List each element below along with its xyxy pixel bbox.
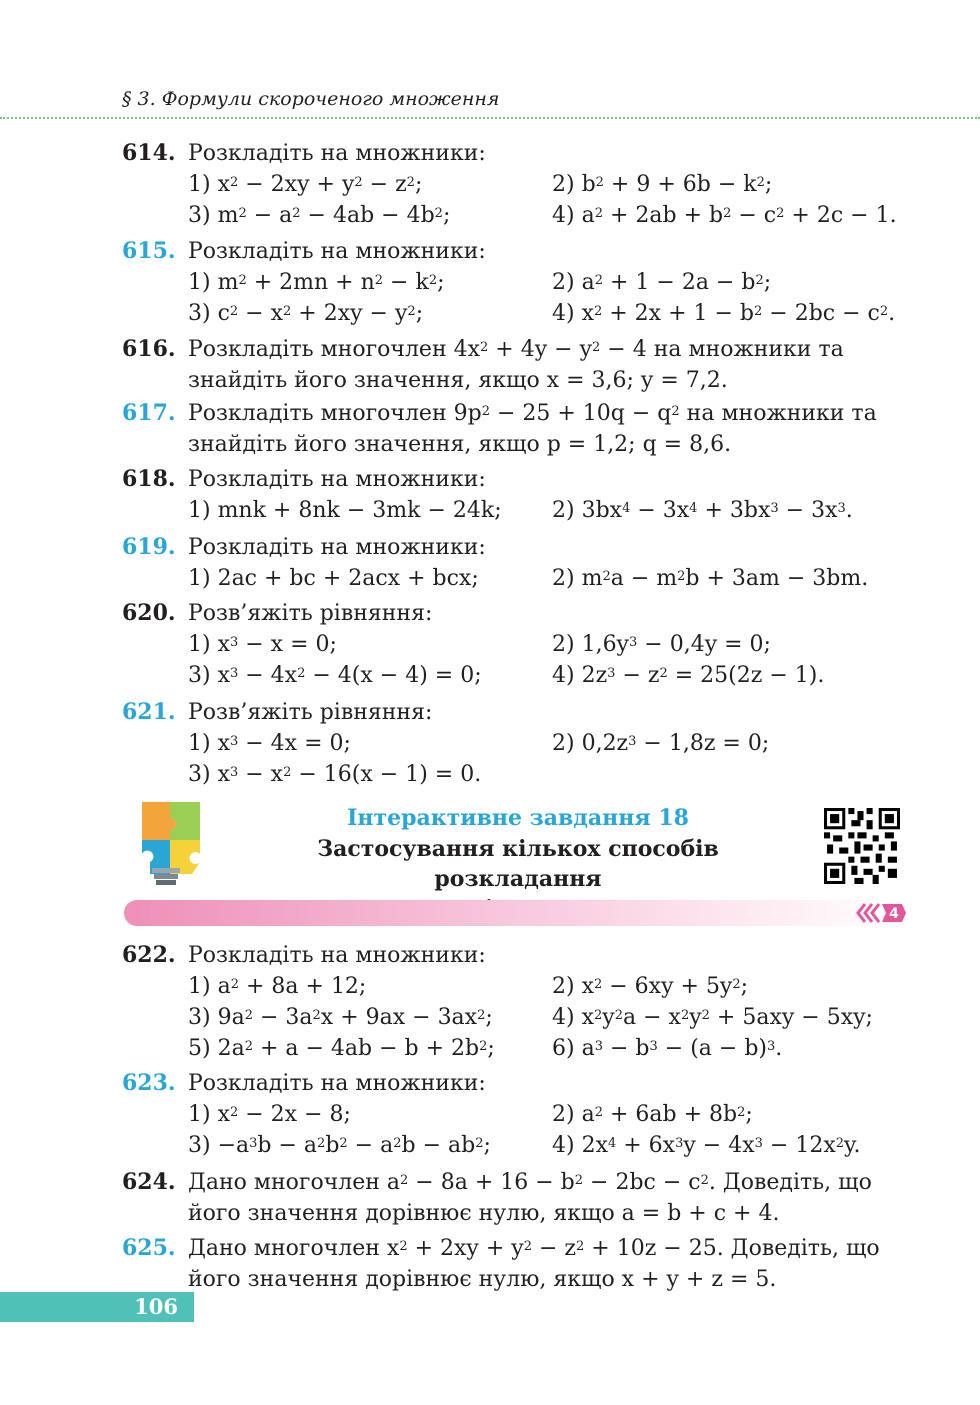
item-left: Розкладіть на множники:	[188, 943, 486, 968]
item-right: 4) $2x^4 + 6x^3y - 4x^3 - 12x^2y$.	[552, 1133, 861, 1158]
item-left: 1) mnk + 8nk − 3mk − 24k;	[188, 498, 502, 523]
item-right: 4) $x^2y^2a - x^2y^2 + 5axy - 5xy$;	[552, 1005, 873, 1030]
problem-line	[188, 660, 922, 691]
problem-number: 614.	[122, 140, 176, 166]
item-left: Розкладіть на множники:	[188, 467, 486, 492]
item-left: Розкладіть многочлен $4x^2 + 4y - y^2 - 4$ на множники та	[188, 337, 844, 362]
item-right: 2) $1,6y^3 - 0,4y = 0$;	[552, 632, 771, 657]
problem-line	[188, 236, 922, 267]
item-left: його значення дорівнює нулю, якщо x + y + z = 5.	[188, 1267, 777, 1292]
item-right: 2) $a^2 + 6ab + 8b^2$;	[552, 1102, 753, 1127]
problem-622	[122, 940, 922, 1064]
qr-code-icon[interactable]	[824, 808, 900, 884]
problem-line	[188, 728, 922, 759]
page-number-tab	[0, 1292, 194, 1322]
problem-line	[188, 1264, 922, 1295]
item-left: Розкладіть многочлен $9p^2 - 25 + 10q - q^2$ на множники та	[188, 401, 877, 426]
problem-number: 615.	[122, 238, 176, 264]
problem-line	[188, 138, 922, 169]
item-left: Дано многочлен $a^2 - 8a + 16 - b^2 - 2bc - c^2$. Доведіть, що	[188, 1170, 872, 1195]
problem-line	[188, 1068, 922, 1099]
problem-line	[188, 398, 922, 429]
problem-line	[188, 1130, 922, 1161]
problem-number: 624.	[122, 1169, 176, 1195]
item-left: Розкладіть на множники:	[188, 1071, 486, 1096]
problem-line	[188, 298, 922, 329]
item-left: 1) $x^3 - 4x = 0$;	[188, 731, 351, 756]
problem-614	[122, 138, 922, 231]
item-left: знайдіть його значення, якщо x = 3,6; y = 7,2.	[188, 368, 728, 393]
problem-line	[188, 759, 922, 790]
problem-line	[188, 940, 922, 971]
header-divider	[0, 117, 980, 119]
problem-line	[188, 267, 922, 298]
item-right: 2) $x^2 - 6xy + 5y^2$;	[552, 974, 749, 999]
problem-624	[122, 1167, 922, 1229]
page-number: 106	[134, 1294, 178, 1319]
problem-line	[188, 629, 922, 660]
item-left: 1) $x^2 - 2xy + y^2 - z^2$;	[188, 172, 423, 197]
problem-line	[188, 598, 922, 629]
item-right: 2) $m^2a - m^2b + 3am - 3bm$.	[552, 566, 869, 591]
item-left: 1) $x^3 - x = 0$;	[188, 632, 337, 657]
item-right: 2) $3bx^4 - 3x^4 + 3bx^3 - 3x^3$.	[552, 498, 853, 523]
lightbulb-puzzle-icon	[120, 796, 214, 888]
level-badge-icon	[856, 902, 908, 924]
problem-number: 623.	[122, 1070, 176, 1096]
problem-line	[188, 1233, 922, 1264]
problem-number: 619.	[122, 534, 176, 560]
problem-line	[188, 429, 922, 460]
problem-line	[188, 697, 922, 728]
problem-line	[188, 1002, 922, 1033]
item-left: Розв’яжіть рівняння:	[188, 700, 433, 725]
problem-number: 618.	[122, 466, 176, 492]
problem-619	[122, 532, 922, 594]
item-left: Дано многочлен $x^2 + 2xy + y^2 - z^2 + 10z - 25$. Доведіть, що	[188, 1236, 880, 1261]
problem-number: 617.	[122, 400, 176, 426]
problem-line	[188, 1033, 922, 1064]
problem-line	[188, 1099, 922, 1130]
problem-line	[188, 532, 922, 563]
item-right: 2) $a^2 + 1 - 2a - b^2$;	[552, 270, 772, 295]
problem-number: 625.	[122, 1235, 176, 1261]
item-left: $3) -a^3b - a^2b^2 - a^2b - ab^2$;	[188, 1133, 491, 1158]
item-left: його значення дорівнює нулю, якщо a = b + c + 4.	[188, 1201, 780, 1226]
problem-line	[188, 334, 922, 365]
problem-616	[122, 334, 922, 396]
problem-line	[188, 1167, 922, 1198]
problem-line	[188, 200, 922, 231]
problem-number: 622.	[122, 942, 176, 968]
item-left: 3) $x^3 - x^2 - 16(x - 1) = 0$.	[188, 762, 482, 787]
section-header: § 3. Формули скороченого множення	[122, 88, 500, 110]
item-left: 3) $c^2 - x^2 + 2xy - y^2$;	[188, 301, 424, 326]
interactive-subtitle-line1: Застосування кількох способів розкладання	[317, 836, 719, 892]
item-right: 6) $a^3 - b^3 - (a - b)^3$.	[552, 1036, 783, 1061]
item-left: 3) $9a^2 - 3a^2x + 9ax - 3ax^2$;	[188, 1005, 493, 1030]
problem-number: 616.	[122, 336, 176, 362]
item-left: 1) $a^2 + 8a + 12$;	[188, 974, 367, 999]
item-left: 1) 2ac + bc + 2acx + bcx;	[188, 566, 479, 591]
item-left: 3) $x^3 - 4x^2 - 4(x - 4) = 0$;	[188, 663, 482, 688]
item-right: 4) $a^2 + 2ab + b^2 - c^2 + 2c - 1$.	[552, 203, 897, 228]
problem-617	[122, 398, 922, 460]
problem-line	[188, 971, 922, 1002]
item-right: 4) $2z^3 - z^2 = 25(2z - 1)$.	[552, 663, 825, 688]
item-right: 2) $0,2z^3 - 1,8z = 0$;	[552, 731, 770, 756]
problem-line	[188, 365, 922, 396]
problem-line	[188, 563, 922, 594]
item-left: 1) $x^2 - 2x - 8$;	[188, 1102, 351, 1127]
item-right: 4) $x^2 + 2x + 1 - b^2 - 2bc - c^2$.	[552, 301, 896, 326]
problem-number: 621.	[122, 699, 176, 725]
problem-line	[188, 169, 922, 200]
interactive-task-title: Інтерактивне завдання 18	[347, 805, 689, 831]
item-left: Розкладіть на множники:	[188, 535, 486, 560]
problem-615	[122, 236, 922, 329]
item-left: Розкладіть на множники:	[188, 239, 486, 264]
problem-line	[188, 464, 922, 495]
problem-number: 620.	[122, 600, 176, 626]
item-left: 5) $2a^2 + a - 4ab - b + 2b^2$;	[188, 1036, 495, 1061]
interactive-task-band	[124, 900, 900, 926]
level-number: 4	[889, 906, 899, 922]
item-left: Розв’яжіть рівняння:	[188, 601, 433, 626]
problem-line	[188, 495, 922, 526]
problem-625	[122, 1233, 922, 1295]
item-left: 3) $m^2 - a^2 - 4ab - 4b^2$;	[188, 203, 451, 228]
item-right: 2) $b^2 + 9 + 6b - k^2$;	[552, 172, 773, 197]
problem-line	[188, 1198, 922, 1229]
problem-623	[122, 1068, 922, 1161]
problem-620	[122, 598, 922, 691]
item-left: знайдіть його значення, якщо p = 1,2; q = 8,6.	[188, 432, 732, 457]
item-left: Розкладіть на множники:	[188, 141, 486, 166]
item-left: 1) $m^2 + 2mn + n^2 - k^2$;	[188, 270, 445, 295]
problem-621	[122, 697, 922, 790]
problem-618	[122, 464, 922, 526]
